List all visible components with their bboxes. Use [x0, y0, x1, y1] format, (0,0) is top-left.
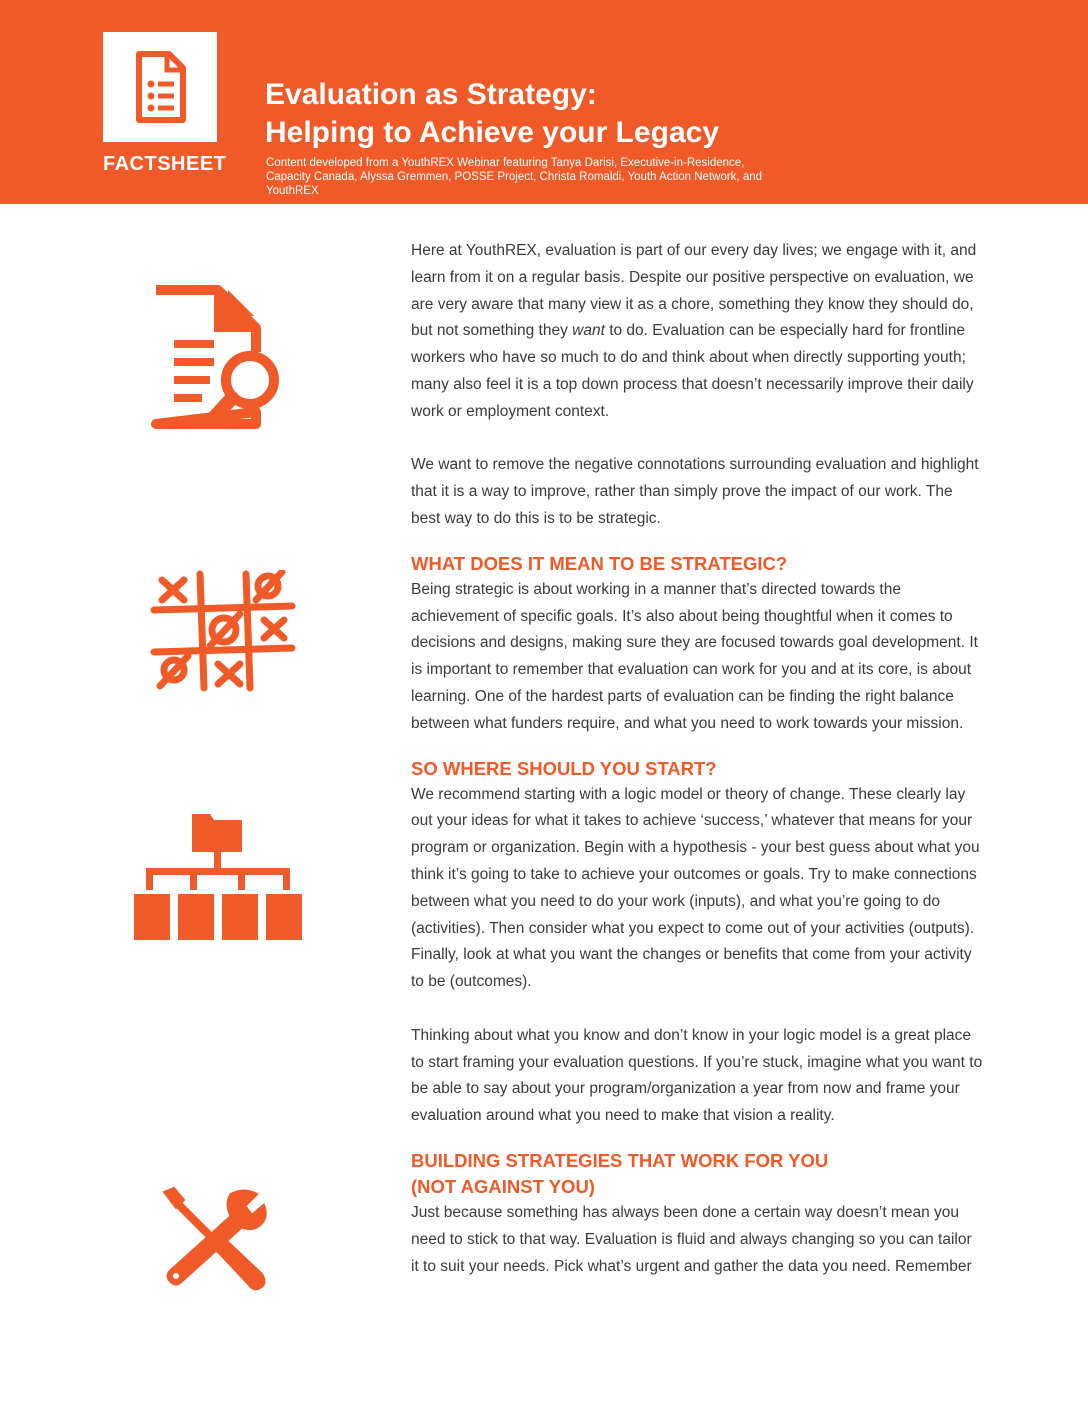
header-banner [0, 0, 1088, 204]
title-line-2: Helping to Achieve your Legacy [265, 116, 719, 149]
org-chart-folder-icon [134, 808, 302, 940]
heading-line-1: BUILDING STRATEGIES THAT WORK FOR YOU [411, 1149, 829, 1171]
section-start-text: We recommend starting with a logic model or theory of change. These clearly lay out your ideas for what it takes to achieve ‘success,’ whatever that means for your program or organization. Begin with a hypothesis - your best guess about what you think it’s going to take to achieve your outcomes or goals. Try to make connections between what you need to do your work (inputs), and what you’re going to do (activities). Then consider what you expect to come out of your activities (outputs). Finally, look at what you want the changes or benefits that come from your activity to be (outcomes). [411, 785, 980, 991]
factsheet-label: FACTSHEET [103, 153, 227, 175]
document-search-icon [148, 282, 288, 434]
intro-paragraph-2: We want to remove the negative connotations surrounding evaluation and highlight that it is a way to improve, rather than simply prove the impact of our work. The best way to do this is to be strategic. [411, 456, 979, 527]
page-title [265, 76, 1025, 152]
section-heading-strategic: WHAT DOES IT MEAN TO BE STRATEGIC? [411, 552, 788, 574]
section-heading-start: SO WHERE SHOULD YOU START? [411, 757, 717, 779]
intro-text-part-2: to do. Evaluation can be especially hard for frontline workers who have so much to do and think about when directly supporting youth; many also feel it is a top down process that doesn’t necessarily improve their daily work or employment context. [411, 322, 974, 420]
intro-emphasis: want [572, 322, 605, 340]
title-line-1: Evaluation as Strategy: [265, 78, 597, 111]
section-start-text-2: Thinking about what you know and don’t know in your logic model is a great place to start framing your evaluation questions. If you’re stuck, imagine what you want to be able to say about your program/organization a year from now and frame your evaluation around what you need to make that vision a reality. [411, 1026, 983, 1125]
intro-text-part-1: Here at YouthREX, evaluation is part of our every day lives; we engage with it, and learn from it on a regular basis. Despite our positive perspective on evaluation, we are very aware that many view it as a chore, something they know they should do, but not something they [411, 242, 977, 340]
heading-line-2: (NOT AGAINST YOU) [411, 1175, 595, 1197]
main-content [411, 238, 983, 1280]
section-heading-building [411, 1148, 983, 1200]
factsheet-badge [103, 32, 217, 142]
section-strategic-text: Being strategic is about working in a manner that’s directed towards the achievement of specific goals. It’s also about being thoughtful when it comes to decisions and designs, making sure they are focused towards goal development. It is important to remember that evaluation can work for you and at its core, is about learning. One of the hardest parts of evaluation can be finding the right balance between what funders require, and what you need to work towards your mission. [411, 580, 978, 732]
wrench-screwdriver-icon [160, 1186, 272, 1292]
intro-paragraph-1 [411, 238, 983, 426]
document-list-icon [103, 32, 217, 142]
page-subtitle: Content developed from a YouthREX Webinar featuring Tanya Darisi, Executive-in-Residence, Capacity Canada, Alyssa Gremmen, POSSE Project, Christa Romaldi, Youth Action Network, and YouthREX [266, 157, 763, 197]
section-building-text: Just because something has always been done a certain way doesn’t mean you need to stick to that way. Evaluation is fluid and always changing so you can tailor it to suit your needs. Pick what’s urgent and gather the data you need. Remember [411, 1203, 972, 1275]
tic-tac-toe-strategy-icon [150, 570, 296, 692]
